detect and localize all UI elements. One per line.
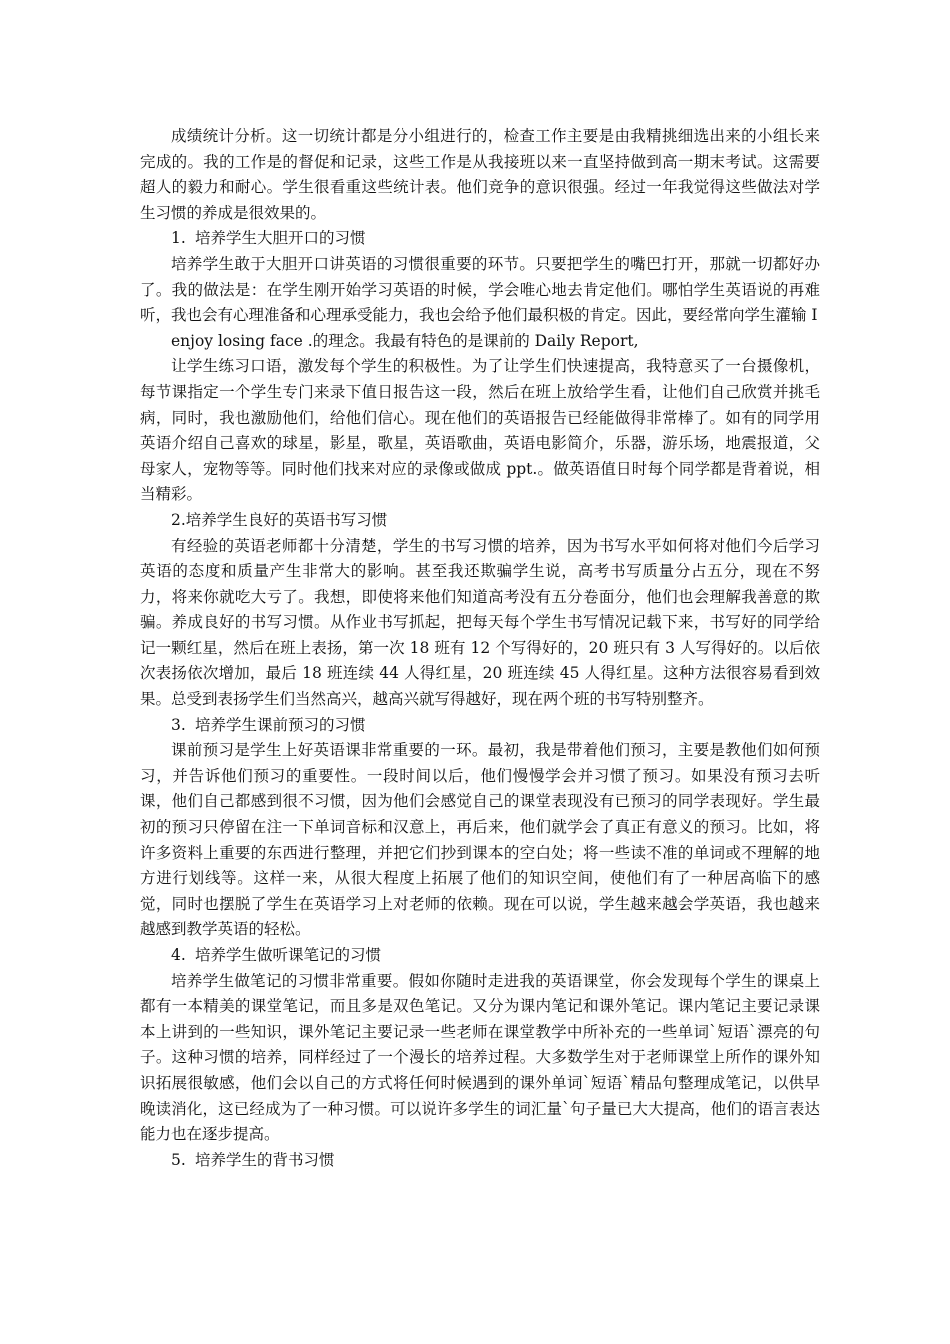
section-number: 3. — [171, 715, 186, 734]
paragraph: 让学生练习口语，激发每个学生的积极性。为了让学生们快速提高，我特意买了一台摄像机，每节课指定一个学生专门来录下值日报告这一段，然后在班上放给学生看，让他们自己欣赏并挑毛病，同时，我也激励他们，给他们信心。现在他们的英语报告已经能做得非常棒了。如有的同学用英语介绍自己喜欢的球星，影星，歌星，英语歌曲，英语电影简介，乐器，游乐场，地震报道，父母家人，宠物等等。同时他们找来对应的录像或做成 ppt.。做英语值日时每个同学都是背着说，相当精彩。 — [140, 357, 820, 504]
paragraph: 培养学生做笔记的习惯非常重要。假如你随时走进我的英语课堂，你会发现每个学生的课桌上都有一本精美的课堂笔记，而且多是双色笔记。又分为课内笔记和课外笔记。课内笔记主要记录课本上讲到的一些知识，课外笔记主要记录一些老师在课堂教学中所补充的一些单词`短语`漂亮的句子。这种习惯的培养，同样经过了一个漫长的培养过程。大多数学生对于老师课堂上所作的课外知识拓展很敏感，他们会以自己的方式将任何时候遇到的课外单词`短语`精品句整理成笔记，以供早晚读消化，这已经成为了一种习惯。可以说许多学生的词汇量`句子量已大大提高，他们的语言表达能力也在逐步提高。 — [140, 971, 820, 1144]
section-title: 2.培养学生良好的英语书写习惯 — [171, 510, 388, 529]
paragraph: 培养学生敢于大胆开口讲英语的习惯很重要的环节。只要把学生的嘴巴打开，那就一切都好办了。我的做法是：在学生刚开始学习英语的时候，学会唯心地去肯定他们。哪怕学生英语说的再难听，我也会有心理准备和心理承受能力，我也会给予他们最积极的肯定。因此，要经常向学生灌输 I — [140, 254, 820, 325]
section-title: 培养学生课前预习的习惯 — [195, 715, 366, 734]
section-heading — [140, 1148, 820, 1174]
paragraph: 成绩统计分析。这一切统计都是分小组进行的，检查工作主要是由我精挑细选出来的小组长来完成的。我的工作是的督促和记录，这些工作是从我接班以来一直坚持做到高一期末考试。这需要超人的毅力和耐心。学生很看重这些统计表。他们竞争的意识很强。经过一年我觉得这些做法对学生习惯的养成是很效果的。 — [140, 127, 820, 222]
section-number: 5. — [171, 1150, 186, 1169]
document-body — [140, 124, 820, 1173]
section-title: 培养学生的背书习惯 — [195, 1150, 335, 1169]
section-title: 培养学生做听课笔记的习惯 — [195, 946, 382, 964]
paragraph: 课前预习是学生上好英语课非常重要的一环。最初，我是带着他们预习，主要是教他们如何预习，并告诉他们预习的重要性。一段时间以后，他们慢慢学会并习惯了预习。如果没有预习去听课，他们自己都感到很不习惯，因为他们会感觉自己的课堂表现没有已预习的同学表现好。学生最初的预习只停留在注一下单词音标和汉意上，再后来，他们就学会了真正有意义的预习。比如，将许多资料上重要的东西进行整理，并把它们抄到课本的空白处；将一些读不准的单词或不理解的地方进行划线等。这样一来，从很大程度上拓展了他们的知识空间，使他们有了一种居高临下的感觉，同时也摆脱了学生在英语学习上对老师的依赖。现在可以说，学生越来越会学英语，我也越来越感到教学英语的轻松。 — [140, 741, 820, 939]
section-heading — [140, 226, 820, 252]
section-heading — [140, 943, 820, 969]
paragraph: 有经验的英语老师都十分清楚，学生的书写习惯的培养，因为书写水平如何将对他们今后学习英语的态度和质量产生非常大的影响。甚至我还欺骗学生说，高考书写质量分占五分，现在不努力，将来你就吃大亏了。我想，即使将来他们知道高考没有五分卷面分，他们也会理解我善意的欺骗。养成良好的书写习惯。从作业书写抓起，把每天每个学生书写情况记载下来，书写好的同学给记一颗红星，然后在班上表扬，第一次 18 班有 12 个写得好的，20 班只有 3 人写得好的。以后依次表扬依次增加，最后 18 班连续 44 人得红星，20 班连续 45 人得红星。这种方法很容易看到效果。总受到表扬学生们当然高兴，越高兴就写得越好，现在两个班的书写特别整齐。 — [140, 536, 820, 709]
section-heading — [140, 508, 820, 534]
section-heading — [140, 713, 820, 739]
section-number: 4. — [171, 946, 186, 964]
paragraph: enjoy losing face .的理念。我最有特色的是课前的 Daily Report, — [171, 331, 639, 350]
section-title: 培养学生大胆开口的习惯 — [195, 229, 366, 248]
section-number: 1. — [171, 229, 186, 248]
